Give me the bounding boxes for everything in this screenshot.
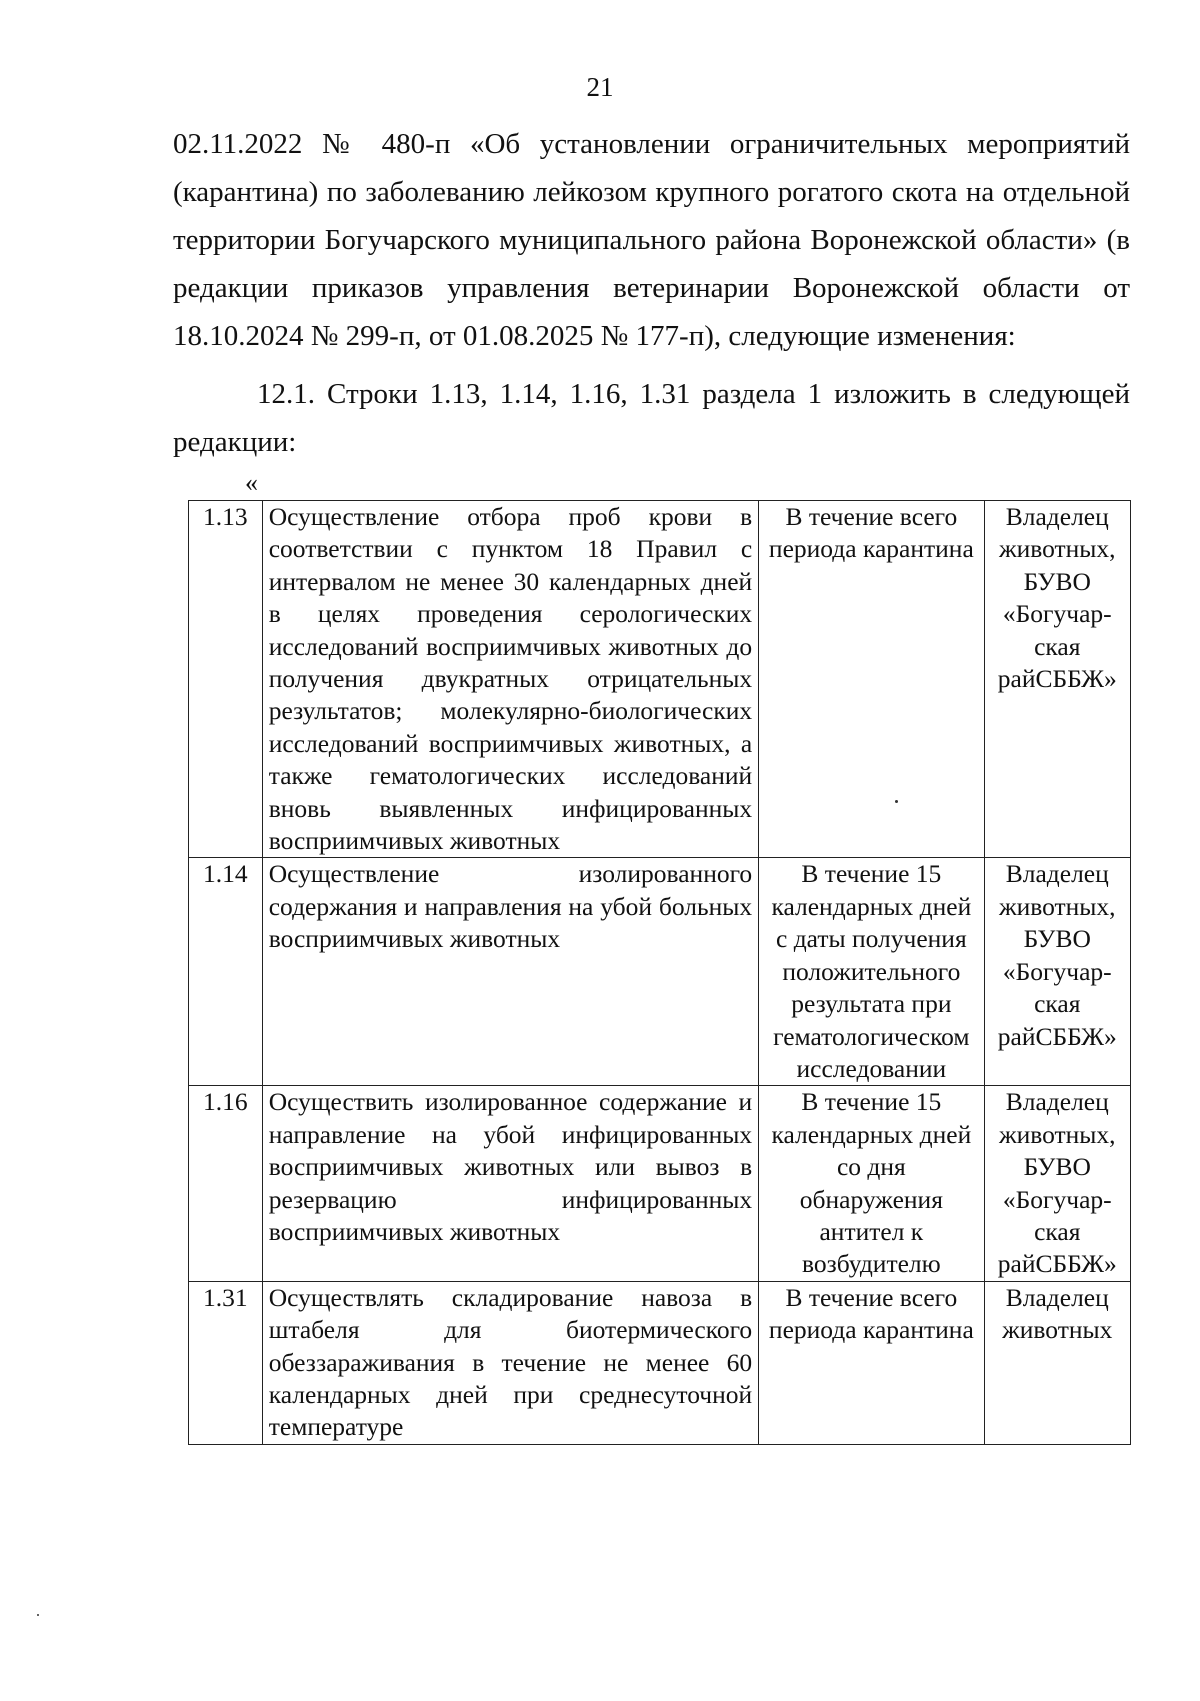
row-term: В течение всего периода карантина (759, 501, 984, 858)
row-term: В течение всего периода карантина (759, 1281, 984, 1444)
text-line: территории Богучарского муниципального района Воронежской области» (в (173, 224, 1130, 256)
row-responsible: Владелец животных, БУВО «Богучар-ская райСББЖ» (984, 1086, 1130, 1281)
table-row (189, 858, 1131, 1086)
row-number: 1.16 (189, 1086, 263, 1281)
scan-speck (895, 800, 898, 803)
row-responsible: Владелец животных (984, 1281, 1130, 1444)
row-number: 1.31 (189, 1281, 263, 1444)
row-action: Осуществлять складирование навоза в штабеля для биотермического обеззараживания в течение не менее 60 календарных дней при среднесуточной температуре (262, 1281, 758, 1444)
amendment-table (188, 500, 1131, 1445)
row-term: В течение 15 календарных дней со дня обнаружения антител к возбудителю (759, 1086, 984, 1281)
table-row (189, 1281, 1131, 1444)
row-number: 1.13 (189, 501, 263, 858)
row-responsible: Владелец животных, БУВО «Богучар-ская райСББЖ» (984, 858, 1130, 1086)
page-number: 21 (586, 72, 614, 102)
text-line: 02.11.2022 № 480-п «Об установлении ограничительных мероприятий (173, 128, 1130, 160)
text-line: (карантина) по заболеванию лейкозом крупного рогатого скота на отдельной (173, 176, 1130, 208)
intro-paragraph (173, 120, 1130, 360)
row-number: 1.14 (189, 858, 263, 1086)
row-action: Осуществление изолированного содержания и направления на убой больных восприимчивых животных (262, 858, 758, 1086)
text-line: 18.10.2024 № 299-п, от 01.08.2025 № 177-п), следующие изменения: (173, 320, 1016, 352)
scan-speck (37, 1614, 39, 1616)
row-action: Осуществить изолированное содержание и направление на убой инфицированных восприимчивых животных или вывоз в резервацию инфицированных восприимчивых животных (262, 1086, 758, 1281)
text-line: редакции приказов управления ветеринарии Воронежской области от (173, 272, 1130, 304)
text-line: редакции: (173, 426, 297, 458)
row-responsible: Владелец животных, БУВО «Богучар-ская райСББЖ» (984, 501, 1130, 858)
row-term: В течение 15 календарных дней с даты получения положительного результата при гематологическом исследовании (759, 858, 984, 1086)
table-row (189, 1086, 1131, 1281)
amendment-paragraph (173, 370, 1130, 466)
opening-quote: « (245, 468, 258, 497)
text-line: 12.1. Строки 1.13, 1.14, 1.16, 1.31 раздела 1 изложить в следующей (257, 378, 1130, 410)
row-action: Осуществление отбора проб крови в соответствии с пунктом 18 Правил с интервалом не менее 30 календарных дней в целях проведения серологических исследований восприимчивых животных до получения двукратных отрицательных результатов; молекулярно-биологических исследований восприимчивых животных, а также гематологических исследований вновь выявленных инфицированных восприимчивых животных (262, 501, 758, 858)
table-row (189, 501, 1131, 858)
